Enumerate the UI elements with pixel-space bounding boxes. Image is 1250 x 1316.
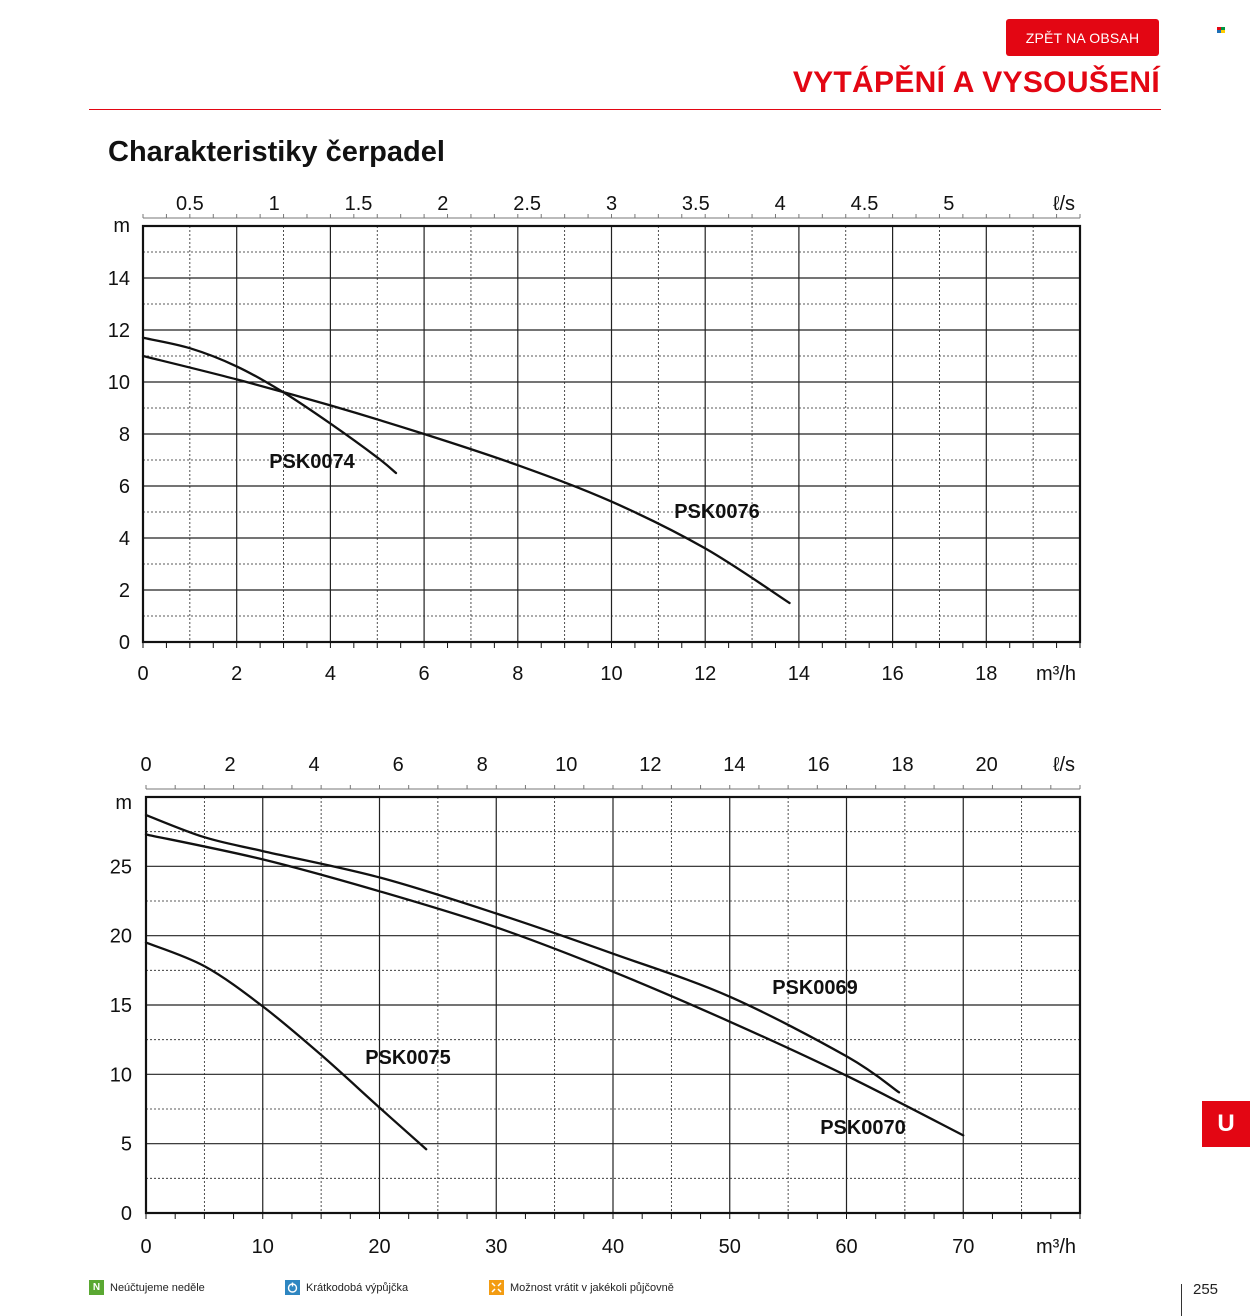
y-axis-unit: m: [113, 215, 130, 237]
x2-tick-label: 16: [807, 754, 830, 776]
x2-tick-label: 3: [605, 193, 618, 215]
x2-tick-label: 0.5: [175, 193, 204, 215]
x-tick-label: 2: [231, 663, 243, 685]
pump-chart-1: [0, 180, 1120, 690]
series-label-psk0076: PSK0076: [674, 501, 760, 523]
legend-label: Možnost vrátit v jakékoli půjčovně: [510, 1281, 674, 1294]
x-tick-label: 18: [975, 663, 998, 685]
y-tick-label: 14: [107, 268, 130, 290]
x2-tick-label: 18: [891, 754, 914, 776]
y-tick-label: 15: [109, 995, 132, 1017]
legend-item-return-anywhere: [489, 1280, 674, 1295]
x-tick-label: 8: [512, 663, 524, 685]
legend-item-short-rental: [285, 1280, 408, 1295]
x-axis-unit: m³/h: [1036, 663, 1076, 685]
x2-tick-label: 8: [476, 754, 488, 776]
series-line-psk0076: [143, 356, 790, 603]
x2-tick-label: 6: [392, 754, 404, 776]
y-tick-label: 0: [120, 1203, 132, 1225]
x2-tick-label: 10: [555, 754, 578, 776]
y-tick-label: 0: [118, 632, 130, 654]
series-label-psk0074: PSK0074: [269, 451, 355, 473]
x2-axis-unit: ℓ/s: [1052, 754, 1076, 776]
x-tick-label: 40: [601, 1236, 625, 1258]
x-tick-label: 10: [600, 663, 623, 685]
x2-tick-label: 1.5: [344, 193, 373, 215]
x2-tick-label: 12: [639, 754, 662, 776]
short-rental-icon: [285, 1280, 300, 1295]
y-tick-label: 10: [109, 1064, 132, 1087]
page-title: Charakteristiky čerpadel: [108, 136, 445, 168]
x-tick-label: 0: [137, 663, 149, 685]
x-tick-label: 60: [835, 1236, 858, 1258]
legend-label: Krátkodobá výpůjčka: [306, 1281, 409, 1294]
y-tick-label: 12: [107, 320, 130, 342]
x-tick-label: 0: [140, 1236, 152, 1258]
y-tick-label: 20: [109, 925, 132, 948]
n-badge-icon: N: [89, 1280, 104, 1295]
x-tick-label: 6: [418, 663, 430, 685]
x2-tick-label: 5: [943, 193, 955, 215]
y-tick-label: 10: [107, 372, 130, 394]
series-line-psk0075: [146, 943, 426, 1150]
x-tick-label: 14: [787, 663, 811, 685]
legend-item-sundays: [89, 1280, 205, 1295]
x-tick-label: 16: [881, 663, 904, 685]
y-tick-label: 5: [120, 1133, 132, 1156]
series-line-psk0069: [146, 815, 899, 1092]
section-title: VYTÁPĚNÍ A VYSOUŠENÍ: [792, 66, 1160, 99]
x-axis-unit: m³/h: [1036, 1236, 1076, 1258]
x2-tick-label: 4: [774, 193, 786, 215]
x2-tick-label: 2: [437, 193, 449, 215]
x2-tick-label: 14: [723, 754, 746, 776]
series-label-psk0069: PSK0069: [772, 977, 858, 999]
x2-tick-label: 2.5: [513, 193, 542, 215]
x-tick-label: 4: [324, 663, 336, 685]
pump-chart-2: [0, 745, 1120, 1265]
x2-axis-unit: ℓ/s: [1052, 193, 1076, 215]
x2-tick-label: 4: [308, 754, 320, 776]
x2-tick-label: 1: [268, 193, 280, 215]
return-anywhere-icon: [489, 1280, 504, 1295]
x-tick-label: 70: [952, 1236, 975, 1258]
y-tick-label: 2: [118, 580, 130, 602]
page-number-divider: [1181, 1284, 1182, 1316]
section-tab-u[interactable]: U: [1202, 1101, 1250, 1147]
back-to-contents-button[interactable]: ZPĚT NA OBSAH: [1006, 19, 1159, 56]
x2-tick-label: 4.5: [850, 193, 879, 215]
x-tick-label: 12: [694, 663, 717, 685]
legend-label: Neúčtujeme neděle: [110, 1281, 205, 1294]
x-tick-label: 10: [251, 1236, 274, 1258]
x2-tick-label: 3.5: [681, 193, 710, 215]
series-label-psk0070: PSK0070: [820, 1117, 906, 1139]
y-tick-label: 8: [118, 424, 130, 446]
x-tick-label: 30: [485, 1236, 508, 1258]
series-label-psk0075: PSK0075: [365, 1047, 451, 1069]
header-divider: [89, 109, 1161, 110]
brand-logo-icon: [1217, 27, 1225, 33]
y-tick-label: 4: [118, 528, 130, 550]
page-number: 255: [1193, 1281, 1219, 1298]
x-tick-label: 50: [718, 1236, 741, 1258]
y-axis-unit: m: [115, 792, 132, 814]
x2-tick-label: 0: [140, 754, 152, 776]
x-tick-label: 20: [368, 1236, 391, 1258]
y-tick-label: 25: [109, 856, 132, 879]
y-tick-label: 6: [118, 476, 130, 498]
x2-tick-label: 2: [224, 754, 236, 776]
x2-tick-label: 20: [975, 754, 998, 776]
